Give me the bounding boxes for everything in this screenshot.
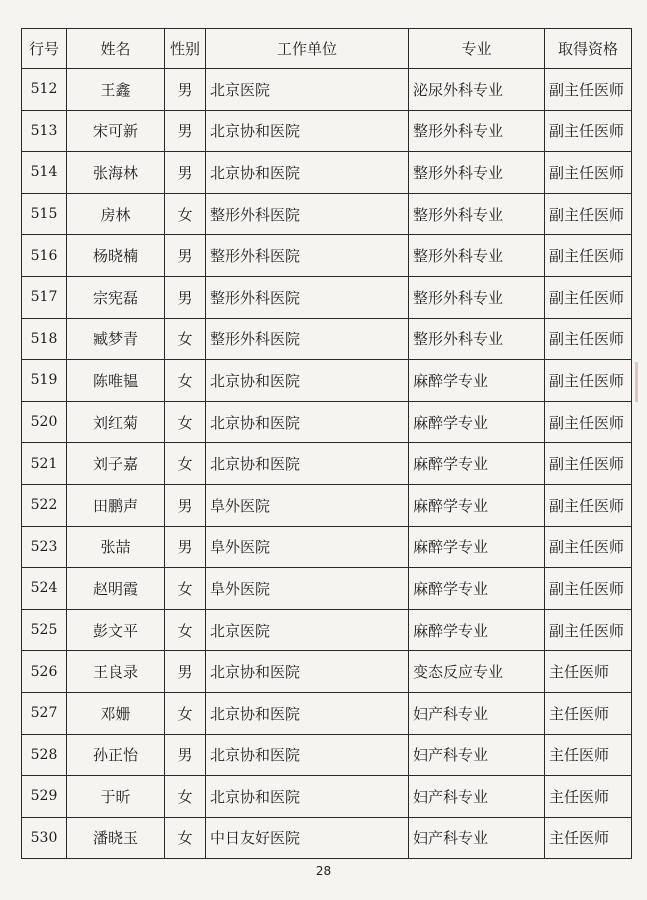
cell-name: 宗宪磊 xyxy=(67,276,165,318)
cell-row-no: 517 xyxy=(22,276,67,318)
cell-qualification: 副主任医师 xyxy=(545,526,632,568)
cell-qualification: 副主任医师 xyxy=(545,69,632,111)
header-name: 姓名 xyxy=(67,29,165,69)
cell-workplace: 中日友好医院 xyxy=(206,817,409,859)
cell-specialty: 妇产科专业 xyxy=(409,734,545,776)
table-row xyxy=(22,360,632,402)
cell-name: 陈唯韫 xyxy=(67,360,165,402)
cell-qualification: 主任医师 xyxy=(545,692,632,734)
cell-qualification: 副主任医师 xyxy=(545,609,632,651)
cell-workplace: 阜外医院 xyxy=(206,526,409,568)
cell-gender: 男 xyxy=(165,526,206,568)
cell-gender: 男 xyxy=(165,651,206,693)
cell-workplace: 北京协和医院 xyxy=(206,152,409,194)
cell-specialty: 整形外科专业 xyxy=(409,110,545,152)
cell-workplace: 北京协和医院 xyxy=(206,401,409,443)
cell-row-no: 526 xyxy=(22,651,67,693)
cell-row-no: 515 xyxy=(22,193,67,235)
cell-row-no: 527 xyxy=(22,692,67,734)
cell-qualification: 副主任医师 xyxy=(545,235,632,277)
cell-name: 王鑫 xyxy=(67,69,165,111)
header-qualification: 取得资格 xyxy=(545,29,632,69)
cell-specialty: 麻醉学专业 xyxy=(409,568,545,610)
cell-gender: 男 xyxy=(165,152,206,194)
cell-name: 房林 xyxy=(67,193,165,235)
cell-specialty: 麻醉学专业 xyxy=(409,484,545,526)
cell-name: 孙正怡 xyxy=(67,734,165,776)
cell-workplace: 整形外科医院 xyxy=(206,318,409,360)
cell-qualification: 副主任医师 xyxy=(545,152,632,194)
cell-workplace: 整形外科医院 xyxy=(206,193,409,235)
cell-workplace: 北京协和医院 xyxy=(206,651,409,693)
cell-qualification: 主任医师 xyxy=(545,734,632,776)
cell-row-no: 525 xyxy=(22,609,67,651)
cell-row-no: 530 xyxy=(22,817,67,859)
cell-specialty: 妇产科专业 xyxy=(409,817,545,859)
cell-specialty: 整形外科专业 xyxy=(409,318,545,360)
edge-stain xyxy=(635,362,638,402)
cell-qualification: 主任医师 xyxy=(545,651,632,693)
cell-name: 杨晓楠 xyxy=(67,235,165,277)
cell-row-no: 528 xyxy=(22,734,67,776)
cell-row-no: 518 xyxy=(22,318,67,360)
cell-workplace: 阜外医院 xyxy=(206,568,409,610)
cell-row-no: 529 xyxy=(22,776,67,818)
cell-qualification: 副主任医师 xyxy=(545,276,632,318)
cell-gender: 女 xyxy=(165,360,206,402)
table-row xyxy=(22,69,632,111)
cell-specialty: 妇产科专业 xyxy=(409,776,545,818)
table-row xyxy=(22,526,632,568)
cell-name: 臧梦青 xyxy=(67,318,165,360)
table-row xyxy=(22,110,632,152)
header-workplace: 工作单位 xyxy=(206,29,409,69)
table-body xyxy=(22,69,632,859)
table-row xyxy=(22,568,632,610)
cell-name: 刘红菊 xyxy=(67,401,165,443)
cell-qualification: 副主任医师 xyxy=(545,360,632,402)
cell-workplace: 北京协和医院 xyxy=(206,360,409,402)
cell-qualification: 主任医师 xyxy=(545,776,632,818)
cell-workplace: 整形外科医院 xyxy=(206,235,409,277)
page-number: 28 xyxy=(315,864,332,878)
cell-name: 邓姗 xyxy=(67,692,165,734)
cell-row-no: 522 xyxy=(22,484,67,526)
cell-specialty: 整形外科专业 xyxy=(409,152,545,194)
cell-row-no: 523 xyxy=(22,526,67,568)
cell-specialty: 整形外科专业 xyxy=(409,235,545,277)
cell-gender: 女 xyxy=(165,776,206,818)
cell-gender: 女 xyxy=(165,318,206,360)
header-gender: 性别 xyxy=(165,29,206,69)
cell-specialty: 变态反应专业 xyxy=(409,651,545,693)
cell-name: 刘子嘉 xyxy=(67,443,165,485)
cell-workplace: 北京协和医院 xyxy=(206,776,409,818)
cell-gender: 女 xyxy=(165,817,206,859)
cell-workplace: 北京协和医院 xyxy=(206,692,409,734)
cell-qualification: 副主任医师 xyxy=(545,110,632,152)
table-row xyxy=(22,193,632,235)
cell-row-no: 514 xyxy=(22,152,67,194)
table-row xyxy=(22,152,632,194)
cell-name: 田鹏声 xyxy=(67,484,165,526)
table-row xyxy=(22,235,632,277)
cell-workplace: 北京协和医院 xyxy=(206,110,409,152)
table-header-row xyxy=(22,29,632,69)
cell-qualification: 副主任医师 xyxy=(545,401,632,443)
cell-name: 潘晓玉 xyxy=(67,817,165,859)
cell-name: 张喆 xyxy=(67,526,165,568)
cell-qualification: 副主任医师 xyxy=(545,318,632,360)
cell-qualification: 副主任医师 xyxy=(545,193,632,235)
cell-gender: 男 xyxy=(165,276,206,318)
cell-gender: 女 xyxy=(165,443,206,485)
header-row-no: 行号 xyxy=(22,29,67,69)
cell-specialty: 麻醉学专业 xyxy=(409,609,545,651)
table-row xyxy=(22,401,632,443)
cell-name: 于昕 xyxy=(67,776,165,818)
table-row xyxy=(22,484,632,526)
cell-name: 彭文平 xyxy=(67,609,165,651)
table-row xyxy=(22,318,632,360)
cell-name: 张海林 xyxy=(67,152,165,194)
cell-workplace: 北京医院 xyxy=(206,609,409,651)
cell-gender: 女 xyxy=(165,568,206,610)
table-row xyxy=(22,609,632,651)
header-specialty: 专业 xyxy=(409,29,545,69)
cell-name: 王良录 xyxy=(67,651,165,693)
cell-row-no: 513 xyxy=(22,110,67,152)
cell-qualification: 副主任医师 xyxy=(545,443,632,485)
cell-row-no: 516 xyxy=(22,235,67,277)
cell-specialty: 整形外科专业 xyxy=(409,276,545,318)
cell-specialty: 麻醉学专业 xyxy=(409,401,545,443)
table-row xyxy=(22,276,632,318)
cell-workplace: 北京协和医院 xyxy=(206,734,409,776)
cell-row-no: 521 xyxy=(22,443,67,485)
cell-qualification: 副主任医师 xyxy=(545,484,632,526)
cell-row-no: 520 xyxy=(22,401,67,443)
cell-gender: 女 xyxy=(165,692,206,734)
cell-workplace: 整形外科医院 xyxy=(206,276,409,318)
cell-name: 赵明霞 xyxy=(67,568,165,610)
cell-gender: 男 xyxy=(165,235,206,277)
cell-gender: 女 xyxy=(165,193,206,235)
cell-specialty: 泌尿外科专业 xyxy=(409,69,545,111)
cell-specialty: 麻醉学专业 xyxy=(409,360,545,402)
cell-specialty: 麻醉学专业 xyxy=(409,443,545,485)
table-row xyxy=(22,817,632,859)
cell-gender: 男 xyxy=(165,734,206,776)
cell-specialty: 妇产科专业 xyxy=(409,692,545,734)
cell-gender: 男 xyxy=(165,69,206,111)
cell-gender: 女 xyxy=(165,401,206,443)
table-row xyxy=(22,692,632,734)
cell-gender: 男 xyxy=(165,110,206,152)
cell-workplace: 北京协和医院 xyxy=(206,443,409,485)
table-row xyxy=(22,443,632,485)
cell-gender: 女 xyxy=(165,609,206,651)
cell-gender: 男 xyxy=(165,484,206,526)
cell-row-no: 512 xyxy=(22,69,67,111)
cell-workplace: 北京医院 xyxy=(206,69,409,111)
table-row xyxy=(22,734,632,776)
table-row xyxy=(22,776,632,818)
cell-workplace: 阜外医院 xyxy=(206,484,409,526)
cell-name: 宋可新 xyxy=(67,110,165,152)
table-row xyxy=(22,651,632,693)
cell-specialty: 麻醉学专业 xyxy=(409,526,545,568)
qualification-table xyxy=(21,28,632,859)
cell-row-no: 519 xyxy=(22,360,67,402)
cell-row-no: 524 xyxy=(22,568,67,610)
cell-qualification: 主任医师 xyxy=(545,817,632,859)
cell-qualification: 副主任医师 xyxy=(545,568,632,610)
cell-specialty: 整形外科专业 xyxy=(409,193,545,235)
